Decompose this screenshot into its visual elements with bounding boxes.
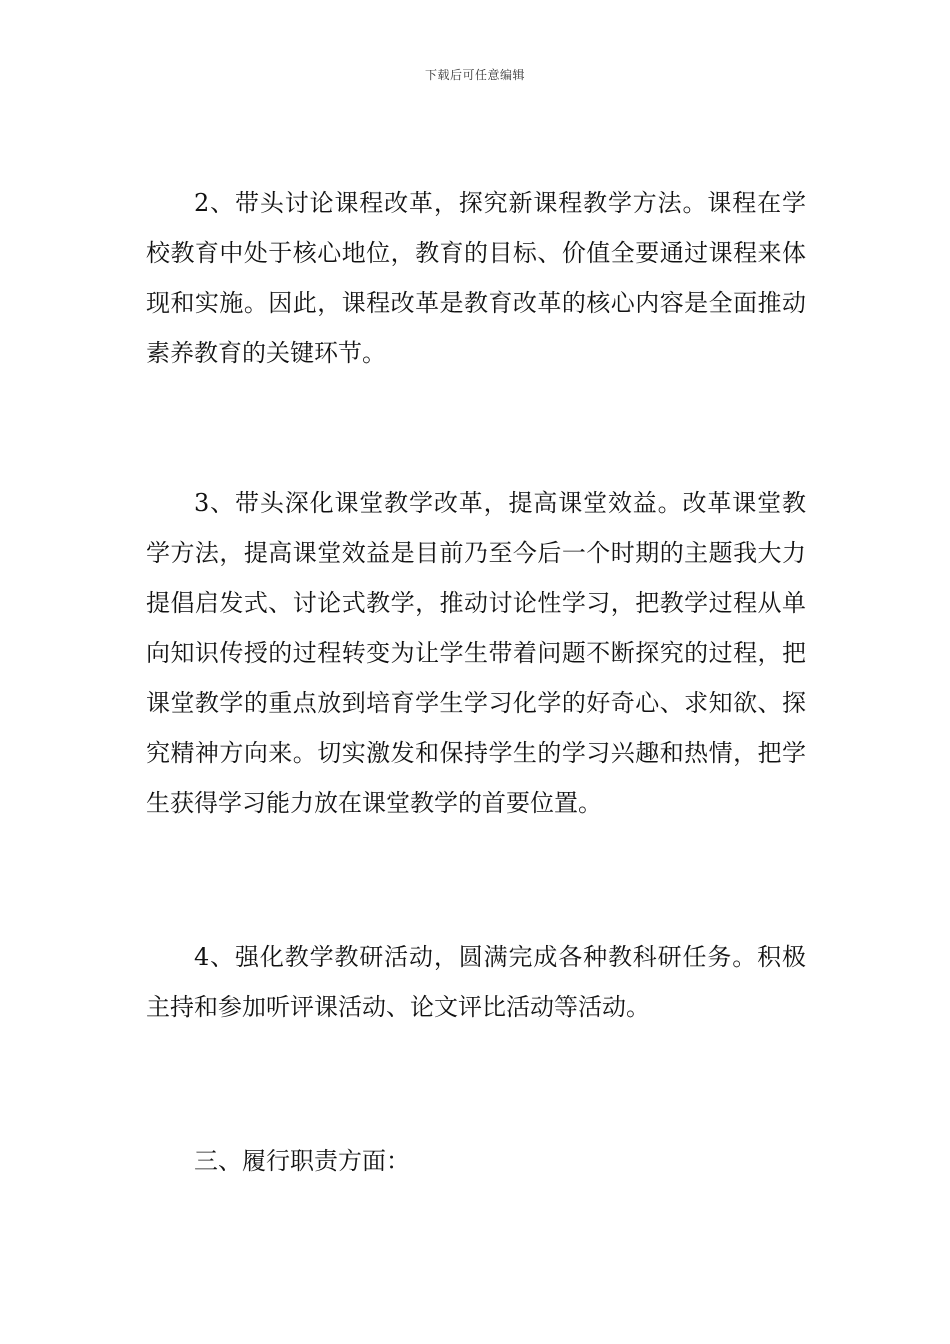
paragraph-item-2: 2、带头讨论课程改革，探究新课程教学方法。课程在学校教育中处于核心地位，教育的目标、价值全要通过课程来体现和实施。因此，课程改革是教育改革的核心内容是全面推动素养教育的关键环节。 xyxy=(146,189,806,367)
section-heading-3: 三、履行职责方面： xyxy=(194,1147,410,1175)
document-body xyxy=(146,178,806,1186)
page-header-note: 下载后可任意编辑 xyxy=(424,68,525,82)
paragraph-item-3: 3、带头深化课堂教学改革，提高课堂效益。改革课堂教学方法，提高课堂效益是目前乃至今后一个时期的主题我大力提倡启发式、讨论式教学，推动讨论性学习，把教学过程从单向知识传授的过程转变为让学生带着问题不断探究的过程，把课堂教学的重点放到培育学生学习化学的好奇心、求知欲、探究精神方向来。切实激发和保持学生的学习兴趣和热情，把学生获得学习能力放在课堂教学的首要位置。 xyxy=(146,489,806,817)
paragraph-item-4: 4、强化教学教研活动，圆满完成各种教科研任务。积极主持和参加听评课活动、论文评比活动等活动。 xyxy=(146,943,806,1021)
